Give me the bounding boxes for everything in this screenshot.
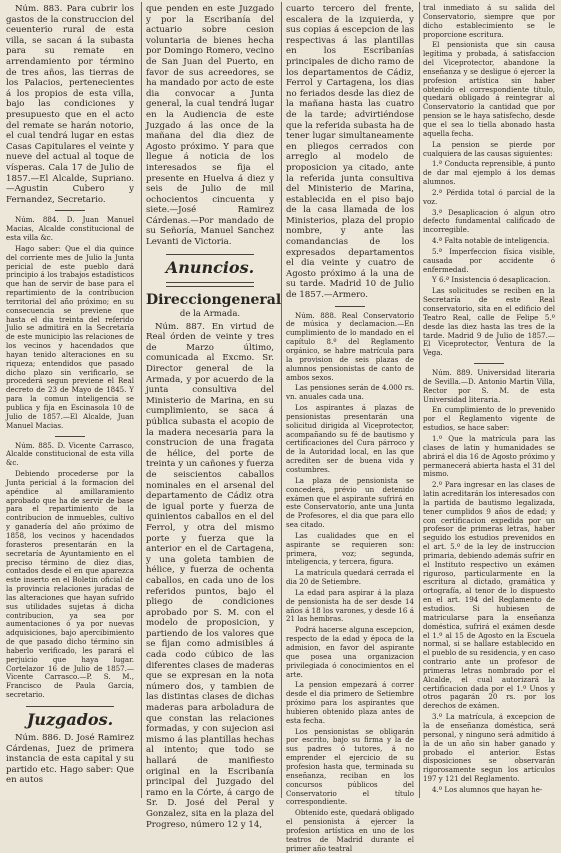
column-rule <box>419 2 420 798</box>
notice-887-continued: cuarto tercero del frente, escalera de la izquierda, y sus copias á escepcion de las respectivas á las plantillas en los Escribanías principales de dicho ramo de los departamentos de Cádiz, Ferrol y Cartagena, los dias no feriados desde las diez de la mañana hasta las cuatro de la tarde; advirtiéndose que la referida subasta ha de tener lugar simultaneamente en pliegos cerrados con arreglo al modelo de proposicion ya citado, ante la referida junta consultiva del Ministerio de Marina, establecida en el piso bajo de la casa llamada de los Ministerios, plaza del propio nombre, y ante las comandancias de los expresados departamentos el dia veinte y cuatro de Agosto próximo á la una de su tarde. Madrid 10 de Julio de 1857.—Armero. <box>286 4 414 301</box>
separator <box>166 282 254 287</box>
notice-889-paragraph: 4.º Los alumnos que hayan he- <box>432 784 543 794</box>
section-heading-juzgados: Juzgados. <box>26 710 114 729</box>
notice-888-item: 3.ª Desaplicacion ó algun otro defecto fundamental calificado de incorregible. <box>423 207 555 235</box>
section-subheading-armada: de la Armada. <box>179 308 241 319</box>
column-rule <box>281 2 282 798</box>
notice-888-intro: Núm. 888. Real Conservatorio de música y declamacion.—En cumplimiento de lo mandado en el capítulo 8.º del Reglamento orgánico, se habre matrícula para la provision de seis plazas de alumnos pensionistas de canto de ambos sexos. <box>286 310 414 382</box>
notice-889-paragraph: 2.º Para ingresar en las clases de latin acreditarán los interesados con la partida de bautismo legalizada, tener cumplidos 9 años de edad; y con certificacion expedida por un profesor de primeras letras, haber seguido los estudios prevenidos en el art. 5.º de la ley de instruccion primaria, debiendo además sufrir en el Instituto respectivo un exámen riguroso, particularmente en la escritura al dictado, gramática y ortografía, al tenor de lo dispuesto en el art. 194 del Reglamento de estudios. Si hubiesen de matricularse para la enseñanza doméstica, sufrirá el exámen desde el 1.º al 15 de Agosto en la Escuela normal, si se hallare establecido en el pueblo de su residencia, y en caso contrario ante un profesor de primeras letras nombrado por el Alcalde, el cual autorizará la certificacion dada por el 1.º Unos y otros pagarán 20 rs. por los derechos de exámen. <box>423 480 556 711</box>
notice-889-paragraph: 1.º Que la matrícula para las clases de latin y humanidades se abrirá el dia 16 de Agosto próximo y permanecerá abierta hasta el 31 del mismo. <box>423 433 555 479</box>
column-1 <box>6 4 134 796</box>
notice-888-paragraph: La matrícula quedará cerrada el dia 20 de Setiembre. <box>286 568 414 587</box>
notice-889-paragraph: En cumplimiento de lo prevenido por el Reglamento vigente de estudios, se hace saber: <box>423 405 555 433</box>
notice-884-body: Hago saber: Que el dia quince del corriente mes de Julio la Junta pericial de este pueblo dará principio á los trabajos estadísticos que han de servir de base para el repartimiento de la contribucion territorial del año próximo; en su consecuencia se previene que hasta el dia treinta del referido Julio se admitirá en la Secretaría de este municipio las relaciones de los vecinos y hacendados que hayan tenido alteraciones en su riqueza; entendidos que pasado dicho plazo sin verificarlo, se procederá segun previene el Real decreto de 23 de Mayo de 1845. Y para la comun inteligencia se publica y fija en Escinasola 10 de Julio de 1857.—El Alcalde, Juan Manuel Macias. <box>6 243 134 430</box>
notice-888-item: Y 6.ª Insistencia ó desaplicacion. <box>432 275 551 285</box>
notice-889-paragraph: 3.º La matrícula, á excepcion de la de enseñanza doméstica, será personal, y ninguno será admitido á la de un año sin haber ganado y probado el anterior. Estas disposiciones se observarán rigorosamente segun los artículos 197 y 121 del Reglamento. <box>423 712 555 784</box>
notice-888-paragraph: Los aspirantes á plazas de pensionistas presentarán una solicitud dirigida al Viceprotector, acompañando su fé de bautismo y certificaciones del Cura párroco y de la Autoridad local, en las que acrediten ser de buena vida y costumbres. <box>286 403 414 474</box>
notice-889-heading: Núm. 889. Universidad literaria de Sevilla.—D. Antonio Martin Villa, Rector por S. M. de esta Universidad literaria. <box>423 368 555 404</box>
notice-884-heading: Núm. 884. D. Juan Manuel Macias, Alcalde constitucional de esta villa &c. <box>6 215 134 242</box>
notice-888-paragraph: La plaza de pensionista se concederá, prévio un detenido exámen que el aspirante sufrirá en este Conservatorio, ante una Junta de Profesores, el dia que para ello sea citado. <box>286 475 414 530</box>
notice-888-continued: tral inmediato á su salida del Conservatorio, siempre que por dicho establecimiento se le proporcione escritura. <box>423 3 555 39</box>
notice-888-paragraph: El pensionista que sin causa legítima y probada, á satisfaccion del Viceprotector, abandone la enseñanza y se desligue ó ejercer la profesion artística sin haber obtenido el correspondiente título, quedará obligado á reintegrar al Conservatorio la cantidad que por pension se le haya satisfecho, desde que el sea lo tiella abonado hasta aquella fecha. <box>423 40 555 138</box>
notice-888-paragraph: La edad para aspirar á la plaza de pensionista ha de ser desde 14 años á 18 los varones, y desde 16 á 21 las hembras. <box>286 587 414 624</box>
notice-885-body: Debiendo procederse por la Junta pericial á la formacion del apéndice al amillaramiento aprobado que ha de servir de base para el repartimiento de la contribucion de inmuebles, cultivo y ganadería del año próximo de 1858, los vecinos y hacendados forasteros presentarán en la secretaría de Ayuntamiento en el preciso término de diez dias, contados desde el en que aparezca este inserto en el Boletin oficial de la provincia relaciones juradas de las alteraciones que hayan sufrido sus utilidades sujetas á dicha contribucion, ya sea por aumentaciones ó ya por nuevas adquisiciones, bajo apercibimiento de que pasado dicho término sin haberlo verificado, les parará el perjuicio que haya lugar. Cortelazor 16 de Julio de 1857.—Vicente Carrasco.—P. S. M., Francisco de Paula Garcia, secretario. <box>6 469 134 700</box>
section-heading-direccion: Direcciongeneral <box>146 291 282 308</box>
notice-888-paragraph: Las cualidades que en el aspirante se requieren son: primera, voz; segunda, inteligencia, y tercera, figura. <box>286 530 414 567</box>
separator <box>474 363 504 364</box>
notice-888-item: 5.ª Imperfeccion física visible, causada por accidente ó enfermedad. <box>423 246 555 274</box>
separator <box>26 706 114 707</box>
notice-888-paragraph: Las pensiones serán de 4.000 rs. vn. anuales cada una. <box>286 383 414 402</box>
notice-887: Núm. 887. En virtud de Real órden de veinte y tres de Marzo último, comunicada al Excmo. Sr. Director general de la Armada, y por acuerdo de la junta consultiva del Ministerio de Marina, en su cumplimiento, se saca á pública subasta el acopio de la madera necesaria para la construcion de una fragata de hélice, del porte de treinta y un cañones y fuerza de seiscientos caballos nominales en el arsenal del departamento de Cádiz otra de igual porte y fuerza de quinientos caballos en el del Ferrol, y otra del mismo porte y fuerza que la anterior en el de Cartagena, y una goleta tambien de hélice, y fuerza de ochenta caballos, en cada uno de los referidos puntos, bajo el pliego de condiciones aprobado por S. M. con el modelo de proposicion, y partiendo de los valores que se fijan como admisibles á cada codo cúbico de las diferentes clases de maderas que se expresan en la nota número dos, y tambien de las distintas clases de dichas maderas para arboladura de que constan las relaciones formadas, y con sujecion asi mismo á las plantillas hechas al intento; que todo se hallará de manifiesto original en la Escribanía principal del Juzgado del ramo en la Córte, á cargo de Sr. D. José del Peral y Gonzalez, sita en la plaza del Progreso, número 12 y 14, <box>146 321 274 830</box>
column-rule <box>141 2 142 798</box>
separator <box>166 254 254 255</box>
notice-886: Núm. 886. D. José Ramirez Cárdenas, Juez de primera instancia de esta capital y su partido etc. Hago saber: Que en autos <box>6 733 134 786</box>
notice-885-heading: Núm. 885. D. Vicente Carrasco, Alcalde constitucional de esta villa &c. <box>6 440 134 468</box>
notice-883: Núm. 883. Para cubrir los gastos de la construccion del ceuenterio rural de esta villa, se sacan á la subasta para su remate en arrendamiento por término de tres años, las tierras de los Palacios, pertenecientes á los propios de esta villa, bajo las condiciones y presupuesto que en el acto del remate se harán notorio, el cual tendrá lugar en estas Casas Capitulares el veinte y nueve del actual al toque de vísperas. Cala 17 de Julio de 1857.—El Alcalde, Supriano.—Agustin Cubero y Fernandez, Secretario. <box>6 4 134 205</box>
notice-888-paragraph: Obtenido este, quedará obligado el pensionista á ejercer la profesion artística en uno de los teatros de Madrid durante el primer año teatral <box>286 808 414 853</box>
column-3 <box>286 4 414 853</box>
separator <box>335 306 365 307</box>
notice-888-paragraph: La pension empezará á correr desde el dia primero de Setiembre próximo para los aspirantes que hubieren obtenido plaza antes de esta fecha. <box>286 680 414 725</box>
separator <box>55 210 85 211</box>
separator <box>55 436 85 437</box>
section-heading-anuncios: Anuncios. <box>165 257 255 277</box>
column-2 <box>146 4 282 830</box>
notice-888-paragraph: Las solicitudes se reciben en la Secretaría de este Real conservatorio, sita en el edificio del Teatro Real, calle de Felipe 5.º desde las diez hasta las tres de la tarde. Madrid 9 de Julio de 1857.—El Viceprotector, Ventura de la Vega. <box>423 286 555 358</box>
notice-888-paragraph: Podrá hacerse alguna escepcion, respecto de la edad y época de la admision, en favor del aspirante que posea una organizacion privilegiada ó conocimientos en el arte. <box>286 625 414 679</box>
notice-888-item: 4.ª Falta notable de inteligencia. <box>432 236 550 246</box>
notice-886-continued: que penden en este Juzgado y por la Escribanía del actuario sobre cesion voluntaria de bienes hecha por Domingo Romero, vecino de San Juan del Puerto, en favor de sus acreedores, se ha mandado por acto de este dia convocar a Junta general, la cual tendrá lugar en la Audiencia de este Juzgado á las once de la mañana del dia diez de Agosto próximo. Y para que llegue á noticia de los interesados se fija el presente en Huelva á diez y seis de Julio de mil ochocientos cincuenta y siete.—José Ramirez Cárdenas.—Por mandado de su Señoría, Manuel Sanchez Levanti de Victoria. <box>146 4 274 248</box>
notice-888-paragraph: La pension se pierde por cualquiera de las causas siguientes: <box>423 139 555 158</box>
notice-888-item: 1.ª Conducta reprensible, á punto de dar mal ejemplo á los demas alumnos. <box>423 159 555 187</box>
column-4 <box>423 4 555 796</box>
notice-888-item: 2.ª Pérdida total ó parcial de la voz. <box>423 187 555 206</box>
notice-888-paragraph: Los pensionistas se obligarán por escrito, bajo su firma y la de sus padres ó tutores, á no emprender el ejercicio de su profesion hasta que, terminada su enseñanza, reciban en los concursos públicos del Conservatorio el título correspondiente. <box>286 726 414 807</box>
